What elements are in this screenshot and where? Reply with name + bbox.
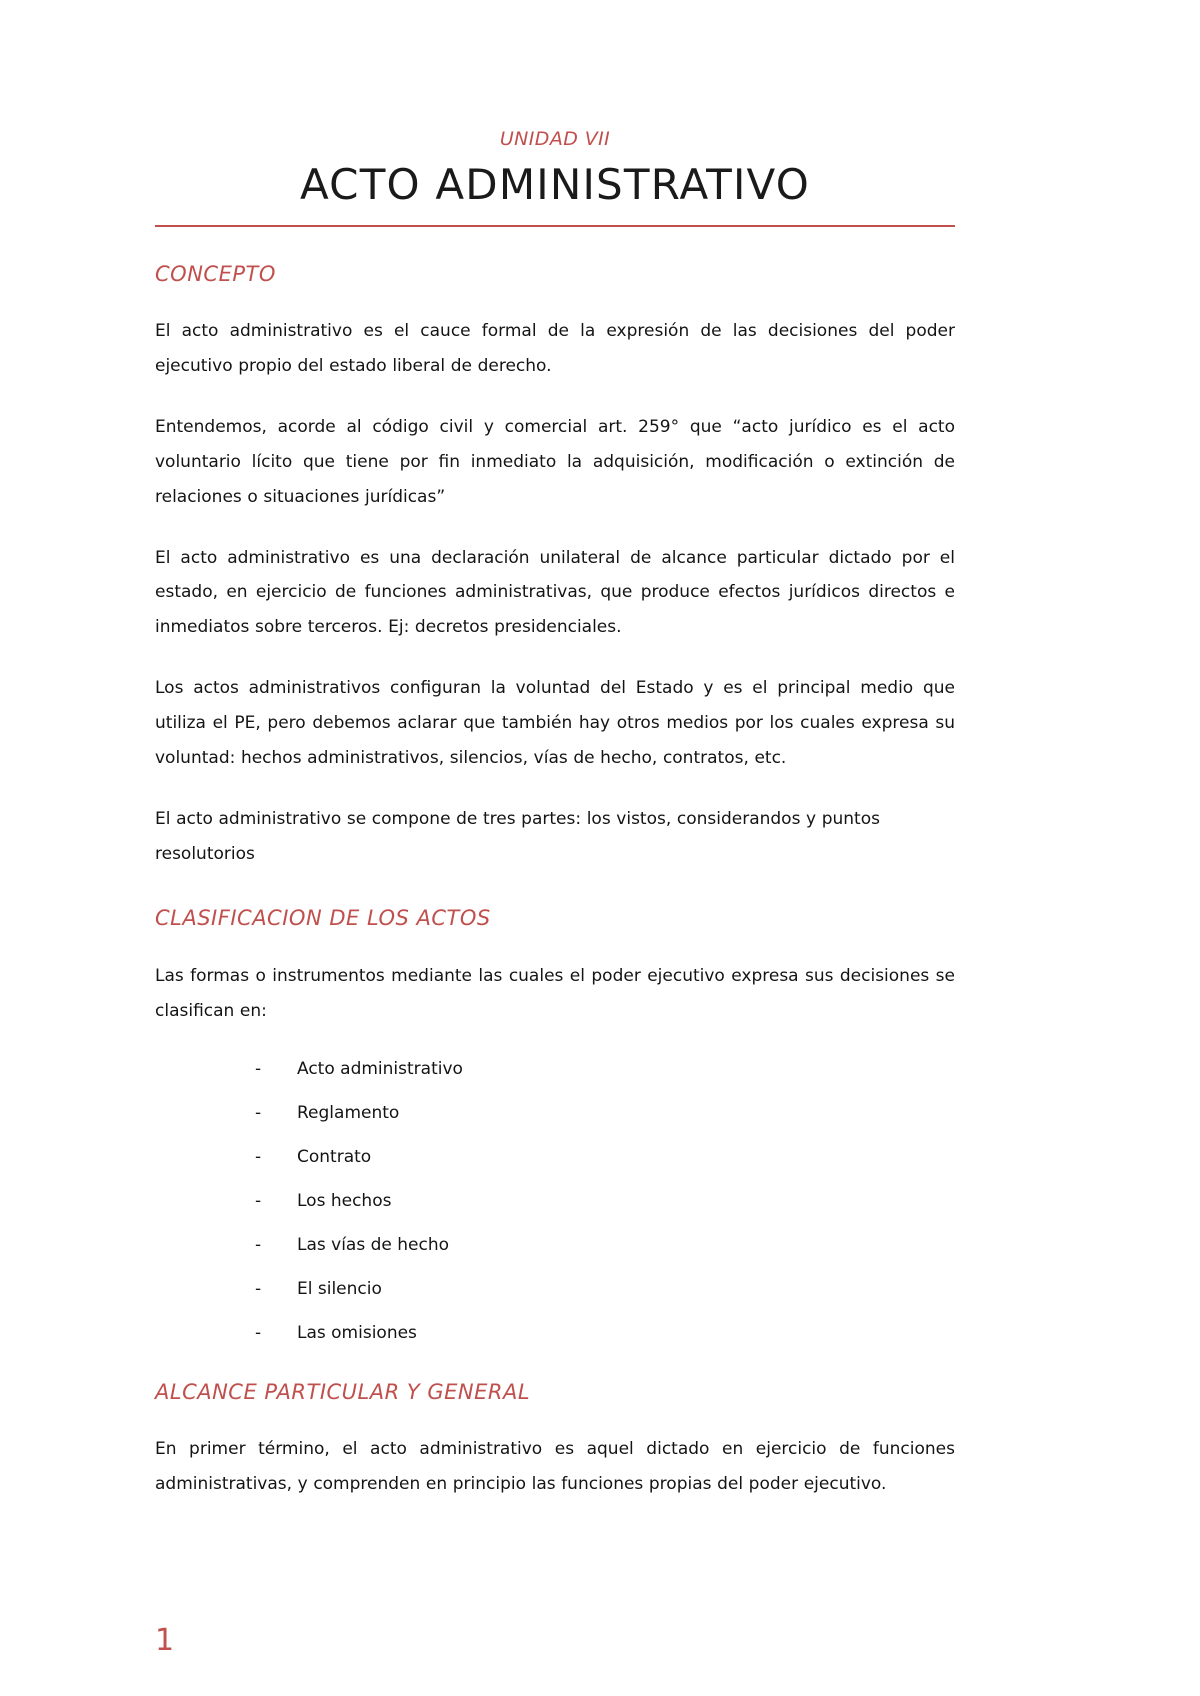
list-item-label: El silencio — [297, 1279, 382, 1300]
paragraph-concepto-1: El acto administrativo es el cauce formal de la expresión de las decisiones del poder ejecutivo propio del estado liberal de derecho. — [155, 321, 955, 377]
paragraph-alcance-1: En primer término, el acto administrativo es aquel dictado en ejercicio de funciones administrativas, y comprenden en principio las funciones propias del poder ejecutivo. — [155, 1439, 955, 1495]
dash-bullet-icon: - — [255, 1059, 262, 1080]
paragraph-concepto-5: El acto administrativo se compone de tres partes: los vistos, considerandos y puntos resolutorios — [155, 808, 880, 864]
dash-bullet-icon: - — [255, 1235, 262, 1256]
page-number: 1 — [155, 1623, 175, 1658]
unit-label: UNIDAD VII — [499, 128, 611, 150]
list-item — [155, 1278, 955, 1301]
list-item-label: Las vías de hecho — [297, 1235, 450, 1256]
list-item — [155, 1322, 955, 1345]
title-divider — [155, 225, 955, 227]
dash-bullet-icon: - — [255, 1279, 262, 1300]
dash-bullet-icon: - — [255, 1103, 262, 1124]
list-item — [155, 1146, 955, 1169]
document-content — [155, 0, 955, 1502]
list-item-label: Los hechos — [297, 1191, 392, 1212]
paragraph-concepto-2: Entendemos, acorde al código civil y comercial art. 259° que “acto jurídico es el acto voluntario lícito que tiene por fin inmediato la adquisición, modificación o extinción de relaciones o situaciones jurídicas” — [155, 417, 955, 507]
section-heading-clasificacion: CLASIFICACION DE LOS ACTOS — [155, 906, 491, 931]
list-item-label: Reglamento — [297, 1103, 400, 1124]
dash-bullet-icon: - — [255, 1147, 262, 1168]
list-item-label: Las omisiones — [297, 1322, 417, 1343]
list-item — [155, 1058, 955, 1081]
section-heading-concepto: CONCEPTO — [155, 262, 276, 287]
page-title: ACTO ADMINISTRATIVO — [299, 159, 811, 209]
dash-bullet-icon: - — [255, 1191, 262, 1212]
dash-bullet-icon: - — [255, 1322, 262, 1343]
list-item — [155, 1234, 955, 1257]
section-heading-alcance: ALCANCE PARTICULAR Y GENERAL — [155, 1379, 531, 1404]
list-item — [155, 1102, 955, 1125]
clasificacion-list — [155, 1058, 955, 1345]
paragraph-concepto-3: El acto administrativo es una declaración unilateral de alcance particular dictado por el estado, en ejercicio de funciones administrativas, que produce efectos jurídicos directos e inmediatos sobre terceros. Ej: decretos presidenciales. — [155, 547, 955, 638]
title-block — [155, 0, 955, 227]
list-item-label: Contrato — [297, 1147, 372, 1168]
paragraph-concepto-4: Los actos administrativos configuran la voluntad del Estado y es el principal medio que utiliza el PE, pero debemos aclarar que también hay otros medios por los cuales expresa su voluntad: hechos administrativos, silencios, vías de hecho, contratos, etc. — [155, 678, 955, 768]
list-item-label: Acto administrativo — [297, 1059, 463, 1080]
list-item — [155, 1190, 955, 1213]
paragraph-clasificacion-intro: Las formas o instrumentos mediante las cuales el poder ejecutivo expresa sus decisiones se clasifican en: — [155, 965, 955, 1021]
